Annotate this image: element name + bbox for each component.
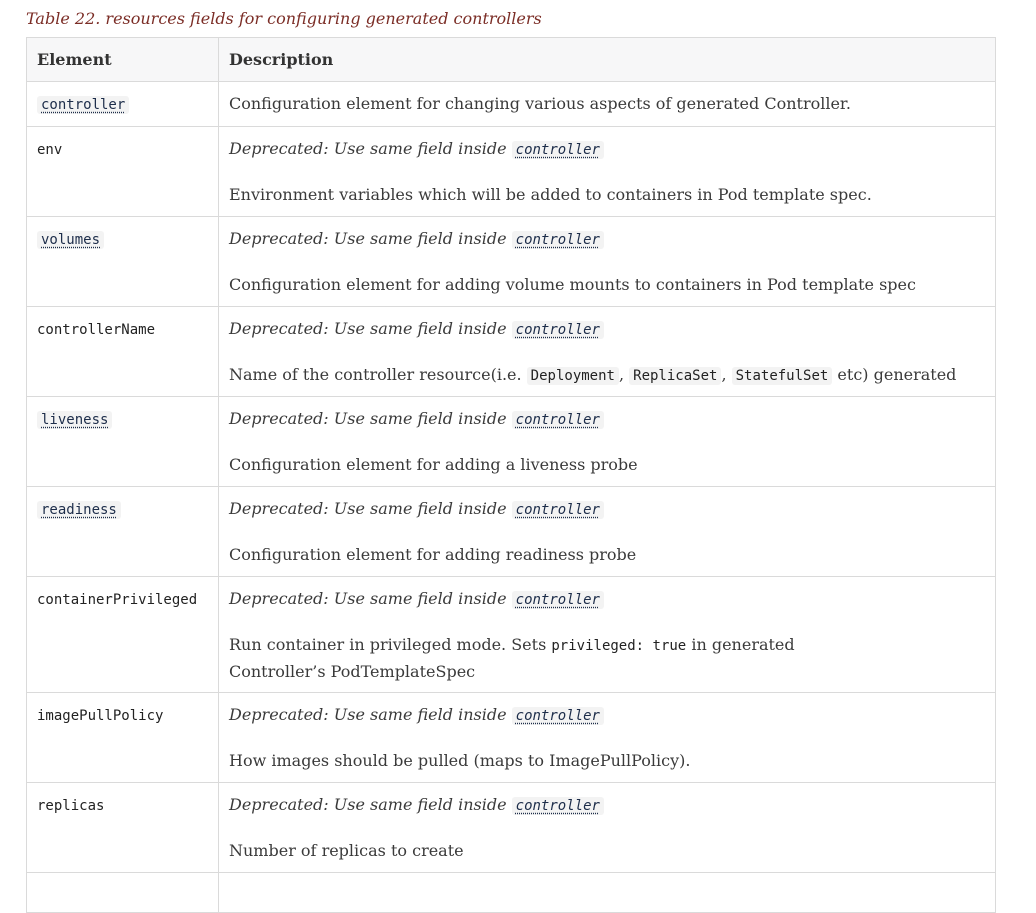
table-caption: Table 22. resources fields for configuring generated controllers — [26, 9, 542, 28]
table-row — [27, 82, 996, 127]
desc-text: Run container in privileged mode. Sets — [229, 635, 552, 654]
deprecated-note: Deprecated: Use same field inside — [229, 409, 507, 428]
element-name-containerPrivileged: containerPrivileged — [37, 592, 198, 608]
element-link-controller[interactable]: controller — [37, 96, 129, 114]
code-replicaset: ReplicaSet — [629, 367, 721, 385]
desc-text: Name of the controller resource(i.e. — [229, 365, 527, 384]
header-description: Description — [219, 38, 996, 82]
element-name-imagePullPolicy: imagePullPolicy — [37, 708, 164, 724]
row-description: Environment variables which will be added to containers in Pod template spec. — [229, 185, 872, 204]
element-link-liveness[interactable]: liveness — [37, 411, 112, 429]
deprecated-note: Deprecated: Use same field inside — [229, 139, 507, 158]
resources-fields-table — [26, 37, 996, 913]
deprecated-note: Deprecated: Use same field inside — [229, 499, 507, 518]
table-row — [27, 217, 996, 307]
deprecated-note: Deprecated: Use same field inside — [229, 229, 507, 248]
controller-link[interactable]: controller — [512, 797, 604, 815]
row-description: Configuration element for adding readiness probe — [229, 545, 637, 564]
controller-link[interactable]: controller — [512, 501, 604, 519]
header-element: Element — [27, 38, 219, 82]
row-description — [229, 632, 985, 685]
table-row — [27, 487, 996, 577]
desc-separator: , — [721, 365, 732, 384]
table-row — [27, 873, 996, 913]
controller-link[interactable]: controller — [512, 411, 604, 429]
controller-link[interactable]: controller — [512, 231, 604, 249]
desc-separator: , — [618, 365, 630, 384]
deprecated-note: Deprecated: Use same field inside — [229, 589, 507, 608]
code-statefulset: StatefulSet — [732, 367, 833, 385]
controller-link[interactable]: controller — [512, 591, 604, 609]
element-name-env: env — [37, 142, 63, 158]
table-row — [27, 577, 996, 693]
deprecated-note: Deprecated: Use same field inside — [229, 319, 507, 338]
table-row — [27, 397, 996, 487]
row-description: Number of replicas to create — [229, 841, 464, 860]
element-link-readiness[interactable]: readiness — [37, 501, 121, 519]
element-name-controllerName: controllerName — [37, 322, 156, 338]
table-header-row — [27, 38, 996, 82]
desc-text: etc) generated — [832, 365, 957, 384]
controller-link[interactable]: controller — [512, 707, 604, 725]
table-row — [27, 783, 996, 873]
table-row — [27, 307, 996, 397]
row-description: Configuration element for adding volume mounts to containers in Pod template spec — [229, 275, 916, 294]
table-row — [27, 693, 996, 783]
row-description: How images should be pulled (maps to ImagePullPolicy). — [229, 751, 691, 770]
element-name-replicas: replicas — [37, 798, 105, 814]
row-description: Configuration element for adding a liveness probe — [229, 455, 638, 474]
row-description: Configuration element for changing various aspects of generated Controller. — [229, 94, 851, 113]
code-deployment: Deployment — [527, 367, 619, 385]
desc-text: in generated Controller’s PodTemplateSpec — [229, 635, 795, 681]
row-description — [229, 362, 985, 389]
code-privileged-true: privileged: true — [551, 638, 687, 654]
table-row — [27, 127, 996, 217]
deprecated-note: Deprecated: Use same field inside — [229, 795, 507, 814]
deprecated-note: Deprecated: Use same field inside — [229, 705, 507, 724]
controller-link[interactable]: controller — [512, 321, 604, 339]
controller-link[interactable]: controller — [512, 141, 604, 159]
element-link-volumes[interactable]: volumes — [37, 231, 104, 249]
